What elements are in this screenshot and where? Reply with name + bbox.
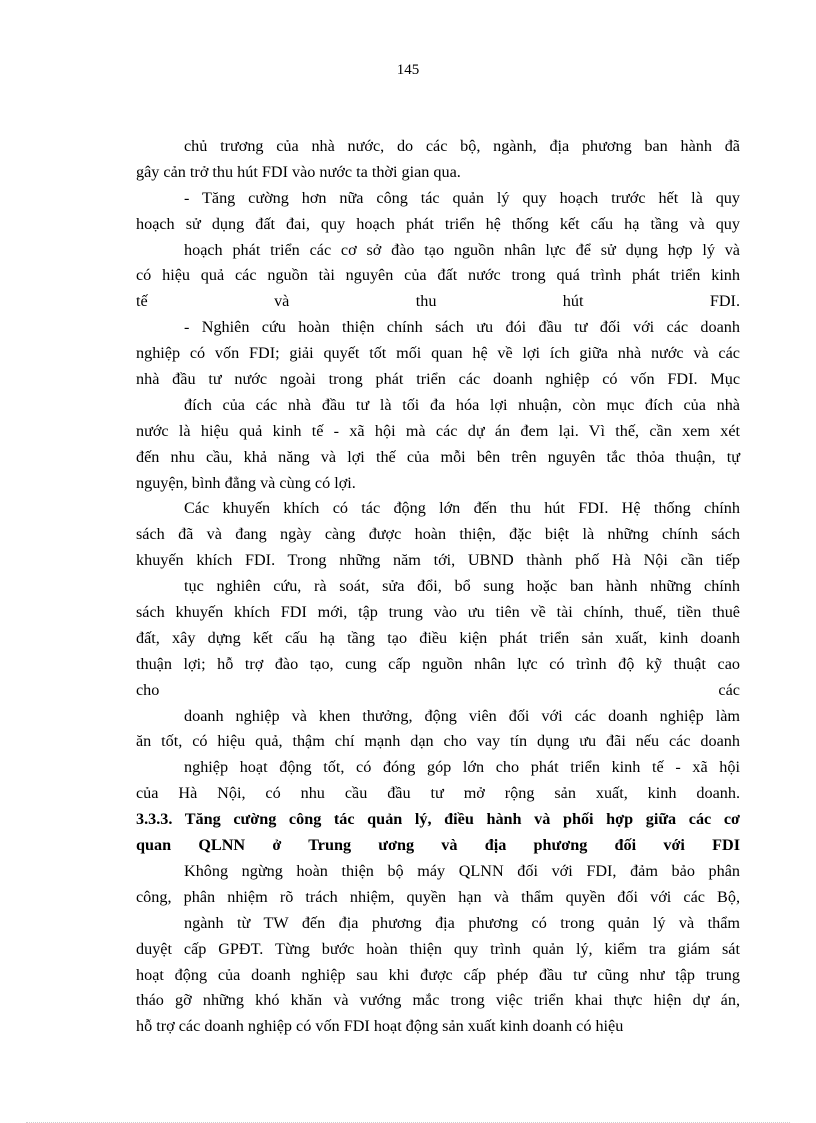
- text-line: ngành từ TW đến địa phương địa phương có trong quản lý và thẩm: [184, 913, 740, 932]
- text-line: đất, xây dựng kết cấu hạ tầng tạo điều kiện phát triển sản xuất, kinh doanh: [136, 628, 740, 647]
- text-line: - Tăng cường hơn nữa công tác quản lý quy hoạch trước hết là quy: [184, 188, 740, 207]
- text-line: đích của các nhà đầu tư là tối đa hóa lợi nhuận, còn mục đích của nhà: [184, 395, 740, 414]
- text-line: của Hà Nội, có nhu cầu đầu tư mở rộng sản xuất, kinh doanh.: [136, 784, 740, 803]
- text-line: nghiệp hoạt động tốt, có đóng góp lớn cho phát triển kinh tế - xã hội: [184, 758, 740, 777]
- text-line: tục nghiên cứu, rà soát, sửa đổi, bổ sung hoặc ban hành những chính: [184, 577, 740, 596]
- text-line: đến nhu cầu, khả năng và lợi thế của mỗi bên trên nguyên tắc thỏa thuận, tự: [136, 447, 740, 466]
- text-line: tế và thu hút FDI.: [136, 292, 740, 311]
- text-line: hoạt động của doanh nghiệp sau khi được cấp phép đầu tư cũng như tập trung: [136, 965, 740, 984]
- text-line: nguyện, bình đẳng và cùng có lợi.: [136, 473, 356, 492]
- text-line: hoạch phát triển các cơ sở đào tạo nguồn nhân lực để sử dụng hợp lý và: [184, 240, 740, 259]
- document-body: [136, 134, 740, 1040]
- text-line: - Nghiên cứu hoàn thiện chính sách ưu đói đầu tư đối với các doanh: [184, 318, 740, 337]
- text-line: tháo gỡ những khó khăn và vướng mắc trong việc triển khai thực hiện dự án,: [136, 991, 740, 1010]
- text-line: thuận lợi; hỗ trợ đào tạo, cung cấp nguồn nhân lực có trình độ kỹ thuật cao: [136, 654, 740, 673]
- text-line: có hiệu quả các nguồn tài nguyên của đất nước trong quá trình phát triển kinh: [136, 266, 740, 285]
- text-line: nhà đầu tư nước ngoài trong phát triển các doanh nghiệp có vốn FDI. Mục: [136, 370, 740, 389]
- text-line: Các khuyến khích có tác động lớn đến thu hút FDI. Hệ thống chính: [184, 499, 740, 518]
- text-line: cho các: [136, 680, 740, 699]
- section-heading-line: 3.3.3. Tăng cường công tác quản lý, điều hành và phối hợp giữa các cơ: [136, 810, 740, 829]
- text-line: ăn tốt, có hiệu quả, thậm chí mạnh dạn cho vay tín dụng ưu đãi nếu các doanh: [136, 732, 740, 751]
- text-line: hoạch sử dụng đất đai, quy hoạch phát triển hệ thống kết cấu hạ tầng và quy: [136, 214, 740, 233]
- text-line: công, phân nhiệm rõ trách nhiệm, quyền hạn và thẩm quyền đối với các Bộ,: [136, 887, 740, 906]
- text-line: nước là hiệu quả kinh tế - xã hội mà các dự án đem lại. Vì thế, cần xem xét: [136, 421, 740, 440]
- text-line: sách đã và đang ngày càng được hoàn thiện, đặc biệt là những chính sách: [136, 525, 740, 544]
- text-line: doanh nghiệp và khen thưởng, động viên đối với các doanh nghiệp làm: [184, 706, 740, 725]
- text-line: gây cản trở thu hút FDI vào nước ta thời gian qua.: [136, 162, 461, 181]
- section-heading-line: quan QLNN ở Trung ương và địa phương đối với FDI: [136, 836, 740, 855]
- text-line: hỗ trợ các doanh nghiệp có vốn FDI hoạt động sản xuất kinh doanh có hiệu: [136, 1017, 624, 1036]
- page-number: 145: [396, 62, 420, 78]
- text-line: duyệt cấp GPĐT. Từng bước hoàn thiện quy trình quản lý, kiểm tra giám sát: [136, 939, 740, 958]
- text-line: sách khuyến khích FDI mới, tập trung vào ưu tiên về tài chính, thuế, tiền thuê: [136, 603, 740, 622]
- text-line: chủ trương của nhà nước, do các bộ, ngành, địa phương ban hành đã: [184, 137, 740, 155]
- text-line: khuyến khích FDI. Trong những năm tới, UBND thành phố Hà Nội cần tiếp: [136, 551, 740, 570]
- text-line: nghiệp có vốn FDI; giải quyết tốt mối quan hệ về lợi ích giữa nhà nước và các: [136, 344, 740, 363]
- text-line: Không ngừng hoàn thiện bộ máy QLNN đối với FDI, đảm bảo phân: [184, 861, 740, 880]
